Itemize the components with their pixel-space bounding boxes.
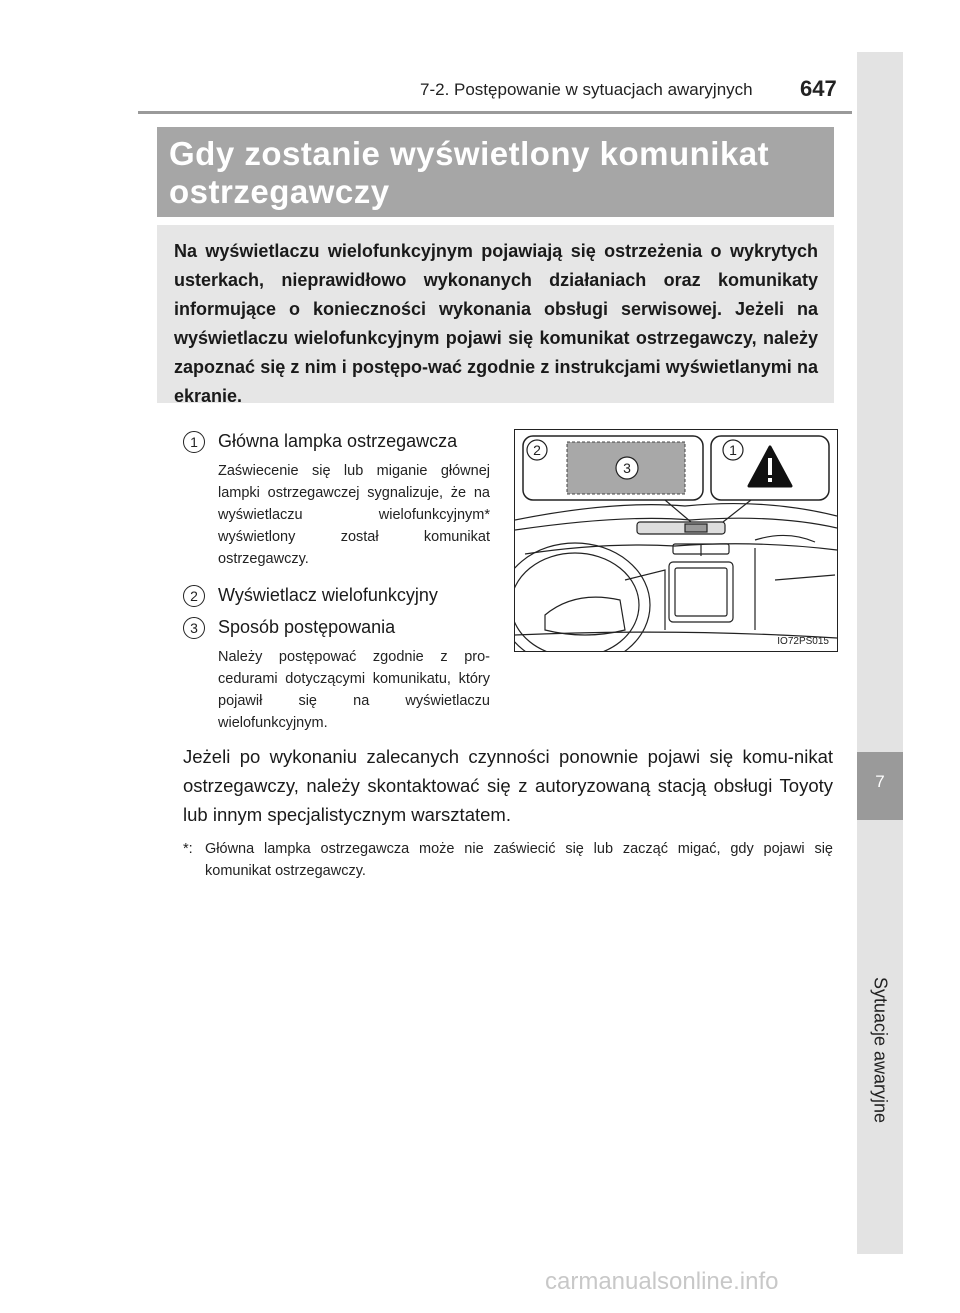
- footnote-mark: *:: [183, 841, 193, 857]
- intro-text: Na wyświetlaczu wielofunkcyjnym pojawiają się ostrzeżenia o wykrytych usterkach, nieprawidłowo wykonanych działaniach oraz komunikaty informujące o konieczności wykonania obsługi serwisowej. Jeżeli na wyświetlaczu wielofunkcyjnym pojawi się komunikat ostrzegawczy, należy zapoznać się z nim i postępo-wać zgodnie z instrukcjami wyświetlanymi na ekranie.: [174, 241, 818, 406]
- chapter-tab: [857, 752, 903, 820]
- item-title-3: Sposób postępowania: [218, 617, 396, 637]
- header-divider: [138, 111, 852, 114]
- dashboard-drawing: [515, 504, 837, 651]
- item-title-1: Główna lampka ostrzegawcza: [218, 431, 458, 451]
- footnote-text: Główna lampka ostrzegawcza może nie zaświecić się lub zacząć migać, gdy pojawi się komunikat ostrzegawczy.: [205, 841, 833, 879]
- figure-callout-3: 3: [623, 460, 631, 476]
- figure-callout-2: 2: [533, 442, 541, 458]
- item-title-2: Wyświetlacz wielofunkcyjny: [218, 585, 438, 605]
- section-header: 7-2. Postępowanie w sytuacjach awaryjnych: [420, 80, 753, 99]
- page-title: Gdy zostanie wyświetlony komunikat ostrzegawczy: [169, 135, 770, 210]
- title-banner: [157, 127, 834, 217]
- dashboard-illustration: [514, 429, 838, 652]
- body-paragraph: Jeżeli po wykonaniu zalecanych czynności ponownie pojawi się komu-nikat ostrzegawczy, należy skontaktować się z autoryzowaną stacją obsługi Toyoty lub innym specjalistycznym warsztatem.: [183, 746, 833, 825]
- page-number: 647: [800, 76, 837, 101]
- intro-box: [157, 225, 834, 406]
- figure-code: IO72PS015: [777, 636, 829, 647]
- footnote: [183, 838, 833, 882]
- item-description-1: Zaświecenie się lub miganie głównej lampki ostrzegawczej sygnalizuje, że na wyświetlaczu wielofunkcyjnym* wyświetlony został komunikat ostrzegawczy.: [218, 463, 490, 567]
- figure-callout-1: 1: [729, 442, 737, 458]
- chapter-label: Sytuacje awaryjne: [870, 976, 891, 1124]
- watermark: carmanualsonline.info: [545, 1268, 779, 1295]
- item-number-2: 2: [183, 585, 205, 607]
- item-description-3: Należy postępować zgodnie z pro-cedurami dotyczącymi komunikatu, który pojawił się na wyświetlaczu wielofunkcyjnym.: [218, 649, 490, 731]
- item-number-3: 3: [183, 617, 205, 639]
- chapter-number: 7: [875, 772, 885, 791]
- item-number-1: 1: [183, 431, 205, 453]
